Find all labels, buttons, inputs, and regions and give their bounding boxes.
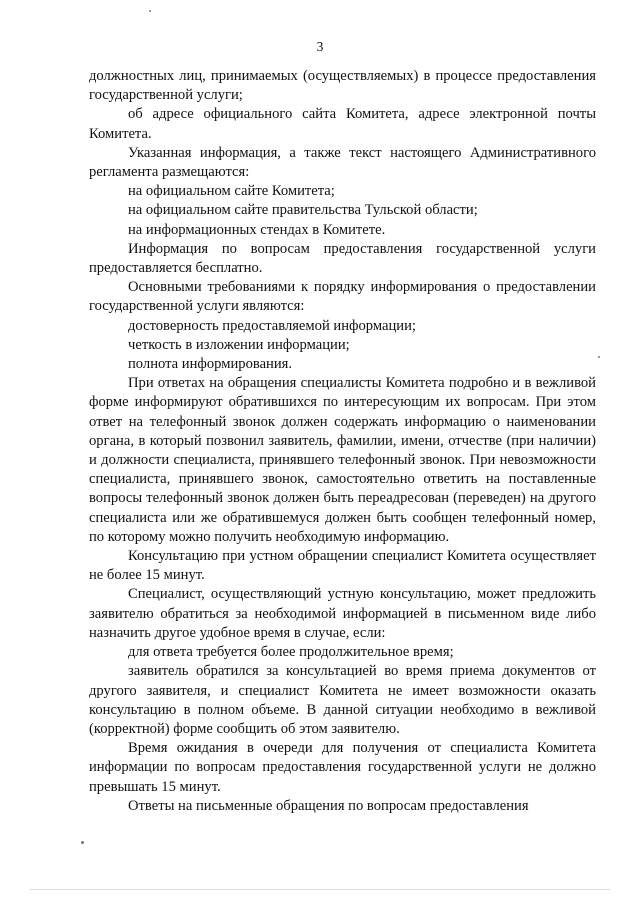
scan-speck — [30, 889, 610, 890]
scan-speck — [598, 356, 600, 358]
paragraph: При ответах на обращения специалисты Комитета подробно и в вежливой форме информируют обратившихся по интересующим их вопросам. При этом ответ на телефонный звонок должен содержать информацию о наименовании органа, в который позвонил заявитель, фамилии, имени, отчестве (при наличии) и должности специалиста, принявшего телефонный звонок. При невозможности специалиста, принявшего звонок, самостоятельно ответить на поставленные вопросы телефонный звонок должен быть переадресован (переведен) на другого специалиста или же обратившемуся должен быть сообщен телефонный номер, по которому можно получить необходимую информацию. — [89, 375, 596, 545]
paragraph: должностных лиц, принимаемых (осуществляемых) в процессе предоставления государственной услуги; — [89, 68, 596, 104]
paragraph: Специалист, осуществляющий устную консультацию, может предложить заявителю обратиться за необходимой информацией в письменном виде либо назначить другое удобное время в случае, если: — [89, 586, 596, 641]
list-item: полнота информирования. — [128, 356, 293, 373]
list-item: на информационных стендах в Комитете. — [128, 221, 386, 238]
paragraph: заявитель обратился за консультацией во время приема документов от другого заявителя, и специалист Комитета не имеет возможности оказать консультацию в полном объеме. В данной ситуации необходимо в вежливой (корректной) форме сообщить об этом заявителю. — [89, 663, 596, 737]
paragraph: об адресе официального сайта Комитета, адресе электронной почты Комитета. — [89, 106, 596, 142]
paragraph: Указанная информация, а также текст настоящего Административного регламента размещаются: — [89, 144, 596, 181]
list-item: достоверность предоставляемой информации; — [128, 317, 416, 334]
list-item: на официальном сайте правительства Тульской области; — [128, 202, 478, 219]
scan-speck — [81, 841, 84, 844]
paragraph: Время ожидания в очереди для получения от специалиста Комитета информации по вопросам предоставления государственной услуги не должно превышать 15 минут. — [89, 740, 596, 795]
list-item: на официальном сайте Комитета; — [128, 183, 335, 200]
scan-speck — [149, 10, 151, 12]
list-item: четкость в изложении информации; — [128, 336, 350, 353]
list-item: для ответа требуется более продолжительное время; — [128, 644, 454, 661]
document-body — [89, 67, 596, 816]
paragraph: Ответы на письменные обращения по вопросам предоставления — [128, 797, 529, 814]
paragraph: Информация по вопросам предоставления государственной услуги предоставляется бесплатно. — [89, 240, 596, 277]
paragraph: Основными требованиями к порядку информирования о предоставлении государственной услуги являются: — [89, 279, 596, 315]
page-number: 3 — [316, 39, 324, 54]
paragraph: Консультацию при устном обращении специалист Комитета осуществляет не более 15 минут. — [89, 548, 596, 584]
